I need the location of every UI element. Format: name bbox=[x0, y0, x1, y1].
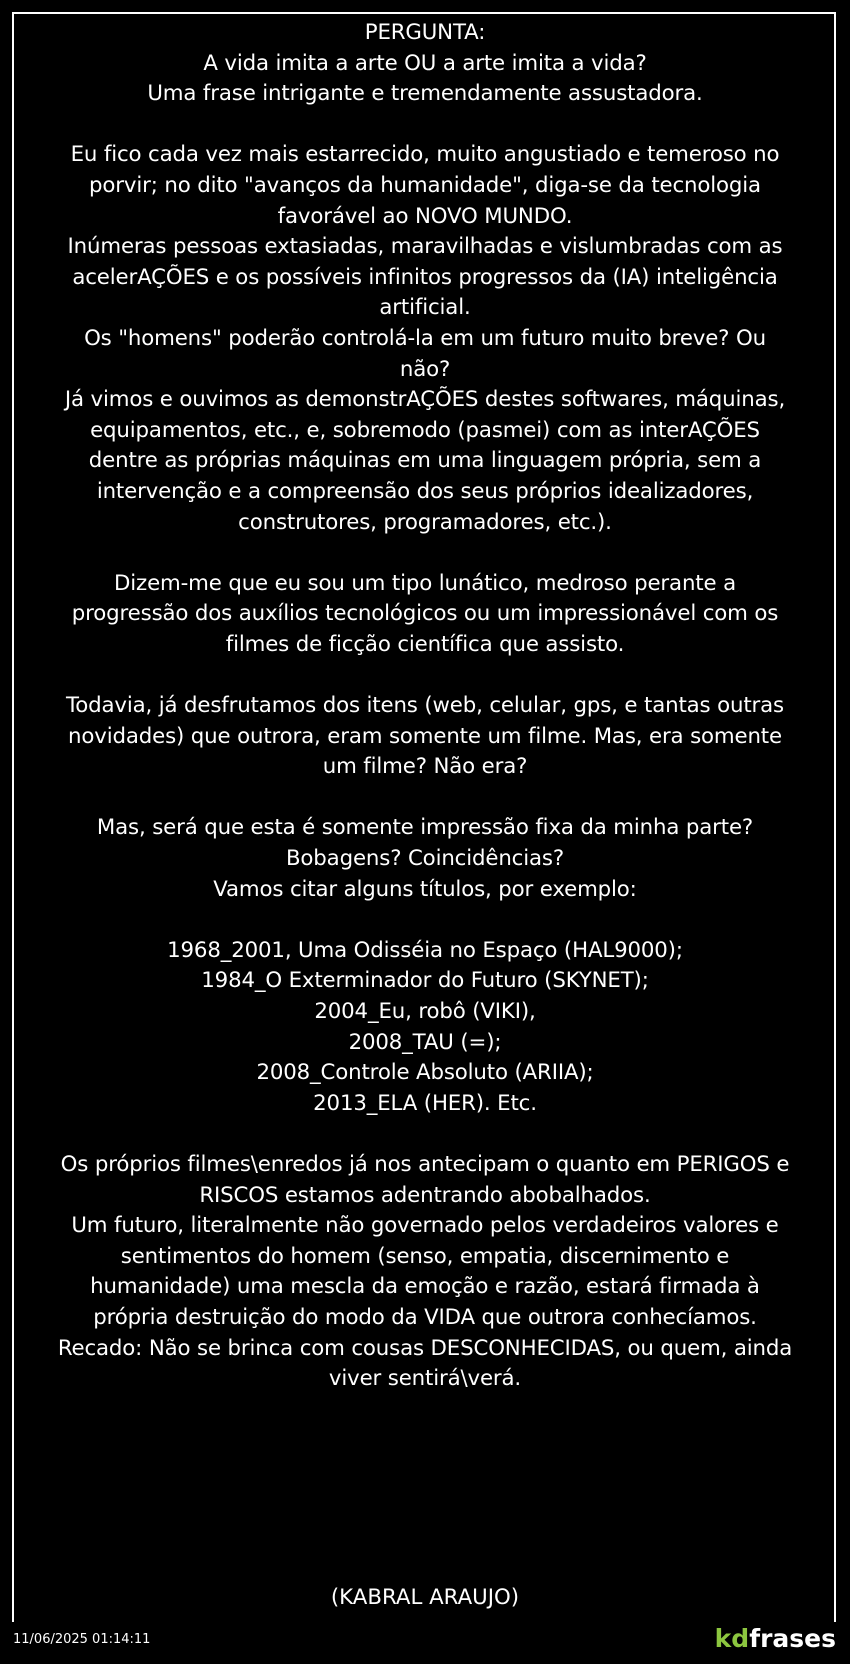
quote-line: construtores, programadores, etc.). bbox=[238, 509, 612, 535]
quote-line: dentre as próprias máquinas em uma linguagem própria, sem a bbox=[88, 448, 762, 474]
quote-line: 1968_2001, Uma Odisséia no Espaço (HAL9000); bbox=[167, 937, 683, 963]
quote-line: PERGUNTA: bbox=[364, 20, 486, 45]
quote-line: equipamentos, etc., e, sobremodo (pasmei) com as interAÇÕES bbox=[90, 417, 760, 443]
quote-line: Eu fico cada vez mais estarrecido, muito angustiado e temeroso no bbox=[70, 142, 780, 168]
paragraph-gap bbox=[24, 783, 826, 814]
paragraph-gap bbox=[24, 538, 826, 569]
kdfrases-logo[interactable] bbox=[715, 1624, 836, 1653]
quote-line: Já vimos e ouvimos as demonstrAÇÕES destes softwares, máquinas, bbox=[64, 387, 786, 413]
quote-line: 2008_TAU (=); bbox=[348, 1029, 502, 1055]
quote-line: 2013_ELA (HER). Etc. bbox=[313, 1090, 537, 1116]
quote-line: 2008_Controle Absoluto (ARIIA); bbox=[256, 1060, 594, 1086]
quote-line: progressão dos auxílios tecnológicos ou um impressionável com os bbox=[71, 601, 779, 627]
quote-line: novidades) que outrora, eram somente um filme. Mas, era somente bbox=[68, 723, 782, 749]
quote-line: Mas, será que esta é somente impressão fixa da minha parte? bbox=[96, 815, 754, 841]
quote-line: porvir; no dito "avanços da humanidade", diga-se da tecnologia bbox=[89, 172, 761, 198]
quote-line: RISCOS estamos adentrando abobalhados. bbox=[199, 1182, 651, 1208]
paragraph-gap bbox=[24, 110, 826, 141]
brand-suffix: frases bbox=[749, 1624, 836, 1653]
quote-line: própria destruição do modo da VIDA que outrora conhecíamos. bbox=[93, 1304, 757, 1330]
quote-author: (KABRAL ARAUJO) bbox=[330, 1585, 520, 1610]
quote-line: Inúmeras pessoas extasiadas, maravilhadas e vislumbradas com as bbox=[67, 234, 783, 260]
quote-line: A vida imita a arte OU a arte imita a vida? bbox=[203, 50, 647, 76]
quote-line: 1984_O Exterminador do Futuro (SKYNET); bbox=[201, 968, 649, 994]
quote-line: humanidade) uma mescla da emoção e razão, estará firmada à bbox=[90, 1274, 760, 1300]
quote-line: favorável ao NOVO MUNDO. bbox=[277, 203, 573, 229]
quote-line: Dizem-me que eu sou um tipo lunático, medroso perante a bbox=[114, 570, 736, 596]
quote-line: Os próprios filmes\enredos já nos antecipam o quanto em PERIGOS e bbox=[60, 1151, 790, 1177]
quote-line: viver sentirá\verá. bbox=[328, 1366, 522, 1392]
footer bbox=[0, 1622, 850, 1664]
quote-line: Recado: Não se brinca com cousas DESCONHECIDAS, ou quem, ainda bbox=[57, 1335, 793, 1361]
paragraph-gap bbox=[24, 660, 826, 691]
brand-prefix: kd bbox=[714, 1624, 750, 1653]
quote-line: artificial. bbox=[379, 295, 471, 321]
quote-line: 2004_Eu, robô (VIKI), bbox=[314, 999, 536, 1024]
quote-line: acelerAÇÕES e os possíveis infinitos progressos da (IA) inteligência bbox=[72, 264, 778, 290]
quote-line: Bobagens? Coincidências? bbox=[285, 846, 565, 872]
quote-line: intervenção e a compreensão dos seus próprios idealizadores, bbox=[96, 478, 754, 504]
quote-line: sentimentos do homem (senso, empatia, discernimento e bbox=[120, 1243, 730, 1269]
quote-text bbox=[24, 18, 826, 1395]
quote-line: um filme? Não era? bbox=[322, 754, 528, 780]
quote-line: Vamos citar alguns títulos, por exemplo: bbox=[213, 876, 637, 902]
quote-line: filmes de ficção científica que assisto. bbox=[225, 631, 625, 657]
quote-line: Um futuro, literalmente não governado pelos verdadeiros valores e bbox=[71, 1213, 779, 1239]
quote-line: não? bbox=[399, 356, 451, 382]
timestamp: 11/06/2025 01:14:11 bbox=[13, 1632, 151, 1647]
paragraph-gap bbox=[24, 905, 826, 936]
quote-line: Uma frase intrigante e tremendamente assustadora. bbox=[147, 81, 703, 107]
quote-line: Todavia, já desfrutamos dos itens (web, celular, gps, e tantas outras bbox=[65, 693, 784, 719]
quote-line: Os "homens" poderão controlá-la em um futuro muito breve? Ou bbox=[84, 325, 766, 351]
paragraph-gap bbox=[24, 1119, 826, 1150]
